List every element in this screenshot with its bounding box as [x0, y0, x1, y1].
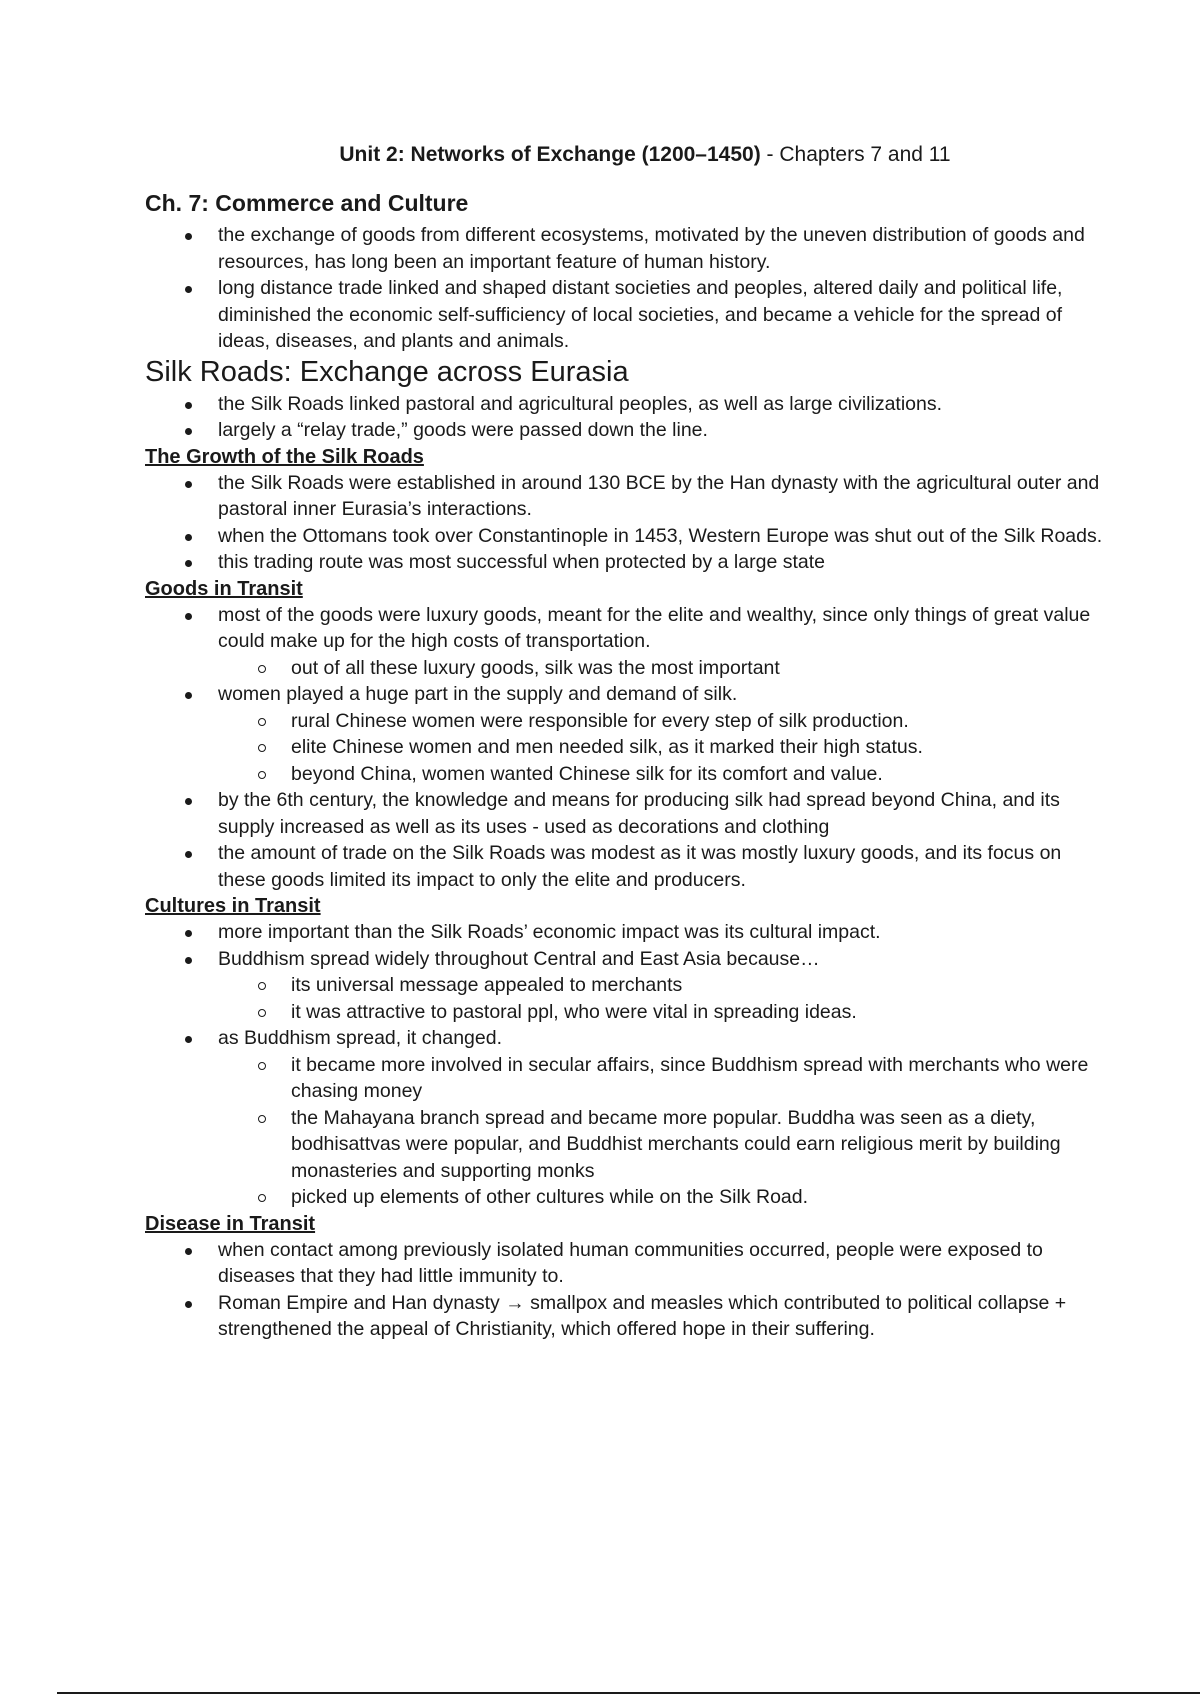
sub-list	[145, 972, 1105, 1025]
list-item-text: as Buddhism spread, it changed.	[218, 1027, 503, 1049]
list-item: more important than the Silk Roads’ economic impact was its cultural impact.	[145, 919, 1105, 946]
list-item-text: women played a huge part in the supply and demand of silk.	[218, 683, 738, 705]
list-item: the amount of trade on the Silk Roads was modest as it was mostly luxury goods, and its focus on these goods limited its impact to only the elite and producers.	[145, 840, 1105, 893]
disease-heading: Disease in Transit	[145, 1212, 316, 1235]
goods-heading: Goods in Transit	[145, 577, 303, 600]
sub-list	[145, 655, 1105, 682]
list-item	[145, 681, 1105, 787]
list-item: the exchange of goods from different ecosystems, motivated by the uneven distribution of goods and resources, has long been an important feature of human history.	[145, 222, 1105, 275]
title-bold: Unit 2: Networks of Exchange (1200–1450)	[339, 143, 761, 166]
list-item: by the 6th century, the knowledge and means for producing silk had spread beyond China, and its supply increased as well as its uses - used as decorations and clothing	[145, 787, 1105, 840]
list-item	[145, 1025, 1105, 1211]
intro-list	[145, 222, 1105, 355]
list-item-text: Buddhism spread widely throughout Central and East Asia because…	[218, 947, 820, 970]
sub-list-item: it became more involved in secular affairs, since Buddhism spread with merchants who were chasing money	[218, 1052, 1105, 1105]
sub-list	[145, 708, 1105, 788]
document-title	[145, 142, 1105, 168]
sub-list-item: rural Chinese women were responsible for every step of silk production.	[218, 708, 1105, 735]
growth-list	[145, 470, 1105, 576]
list-item: this trading route was most successful when protected by a large state	[145, 549, 1105, 576]
list-item: when contact among previously isolated human communities occurred, people were exposed to diseases that they had little immunity to.	[145, 1237, 1105, 1290]
growth-heading: The Growth of the Silk Roads	[145, 445, 424, 468]
sub-list-item: its universal message appealed to merchants	[218, 972, 1105, 999]
section-heading: Silk Roads: Exchange across Eurasia	[145, 355, 629, 388]
list-item: the Silk Roads were established in around 130 BCE by the Han dynasty with the agricultural outer and pastoral inner Eurasia’s interactions.	[145, 470, 1105, 523]
sub-list-item: picked up elements of other cultures while on the Silk Road.	[218, 1184, 1105, 1211]
sub-list-item: it was attractive to pastoral ppl, who were vital in spreading ideas.	[218, 999, 1105, 1026]
sub-list-item: the Mahayana branch spread and became more popular. Buddha was seen as a diety, bodhisattvas were popular, and Buddhist merchants could earn religious merit by building monasteries and supporting monks	[218, 1105, 1105, 1185]
sub-list-item: out of all these luxury goods, silk was the most important	[218, 655, 1105, 682]
document-page	[145, 142, 1105, 1343]
page-bottom-divider	[57, 1692, 1200, 1694]
cultures-list	[145, 919, 1105, 1211]
sub-list-item: elite Chinese women and men needed silk, as it marked their high status.	[218, 734, 1105, 761]
list-item: long distance trade linked and shaped distant societies and peoples, altered daily and political life, diminished the economic self-sufficiency of local societies, and became a vehicle for the spread of ideas, diseases, and plants and animals.	[145, 275, 1105, 355]
list-item: when the Ottomans took over Constantinople in 1453, Western Europe was shut out of the Silk Roads.	[145, 523, 1105, 550]
disease-list	[145, 1237, 1105, 1343]
section-list	[145, 391, 1105, 444]
sub-list	[145, 1052, 1105, 1211]
list-item: Roman Empire and Han dynasty → smallpox and measles which contributed to political collapse + strengthened the appeal of Christianity, which offered hope in their suffering.	[145, 1290, 1105, 1343]
chapter-heading: Ch. 7: Commerce and Culture	[145, 190, 469, 216]
list-item: the Silk Roads linked pastoral and agricultural peoples, as well as large civilizations.	[145, 391, 1105, 418]
list-item-text: most of the goods were luxury goods, meant for the elite and wealthy, since only things of great value could make up for the high costs of transportation.	[218, 603, 1091, 652]
cultures-heading: Cultures in Transit	[145, 895, 321, 917]
goods-list	[145, 602, 1105, 894]
sub-list-item: beyond China, women wanted Chinese silk for its comfort and value.	[218, 761, 1105, 788]
title-rest: - Chapters 7 and 11	[760, 143, 951, 166]
list-item: largely a “relay trade,” goods were passed down the line.	[145, 417, 1105, 444]
list-item	[145, 946, 1105, 1026]
list-item	[145, 602, 1105, 682]
